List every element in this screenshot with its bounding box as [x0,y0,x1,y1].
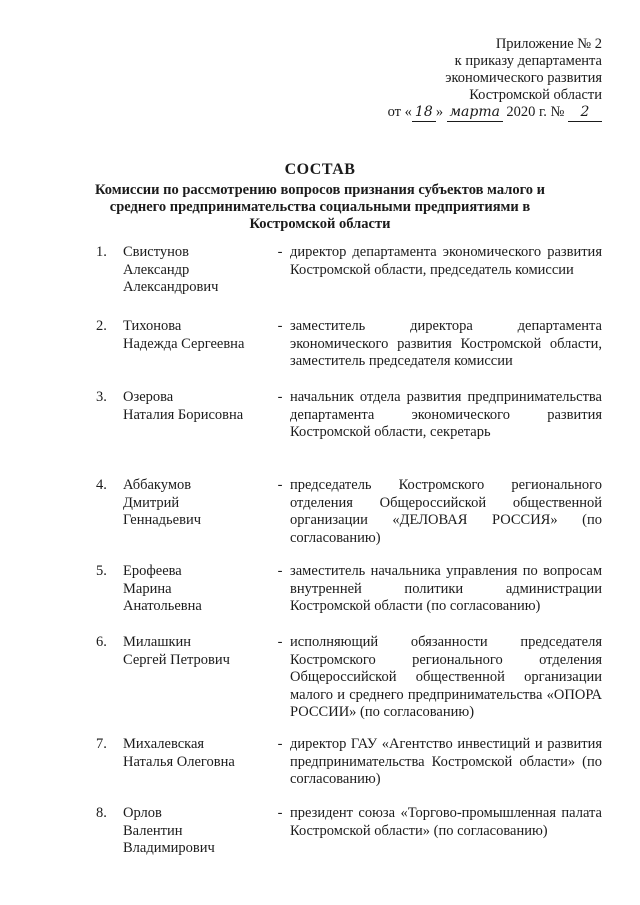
member-name-line: Наталья Олеговна [123,753,235,770]
member-name [123,563,273,616]
member-name [123,244,273,297]
member-description: директор департамента экономического развития Костромской области, председатель комиссии [290,244,602,278]
member-name [123,736,273,771]
member-name-line: Ерофеева [123,563,182,579]
member-dash: - [277,563,283,579]
member-name [123,477,273,530]
member-name-line: Сергей Петрович [123,651,230,668]
member-name-line: Марина [123,580,172,597]
member-name [123,389,273,424]
member-description: директор ГАУ «Агентство инвестиций и развития предпринимательства Костромской области» (по согласованию) [290,736,602,787]
member-number: 6. [96,634,107,650]
member-name-line: Свистунов [123,244,189,260]
member-description: начальник отдела развития предпринимательства департамента экономического развития Костромской области, секретарь [290,389,602,440]
order-day: 18 [412,104,436,122]
member-name-line: Тихонова [123,318,182,334]
subtitle-line: Комиссии по рассмотрению вопросов признания субъектов малого и [94,182,546,198]
member-name-line: Наталия Борисовна [123,406,244,423]
subtitle-line: Костромской области [249,216,391,232]
order-date-line [388,104,602,122]
member-name-line: Надежда Сергеевна [123,335,245,352]
member-dash: - [277,736,283,752]
member-name-line: Милашкин [123,634,192,650]
member-name [123,318,273,353]
order-month: марта [447,104,503,122]
document-subtitle [0,182,640,233]
member-name-line: Аббакумов [123,477,192,493]
member-description: заместитель директора департамента экономического развития Костромской области, заместитель председателя комиссии [290,318,602,369]
appendix-line: Приложение № 2 [495,36,602,52]
member-number: 7. [96,736,107,752]
date-prefix: от « [387,104,412,120]
member-dash: - [277,318,283,334]
member-description: председатель Костромского регионального отделения Общероссийской общественной организации «ДЕЛОВАЯ РОССИЯ» (по согласованию) [290,477,602,546]
date-mid: » [435,104,447,120]
member-dash: - [277,805,283,821]
appendix-line: экономического развития [445,70,602,86]
member-dash: - [277,389,283,405]
member-dash: - [277,244,283,260]
member-number: 4. [96,477,107,493]
order-year: 2020 г. № [502,104,568,120]
member-name-line: Александр [123,261,190,278]
member-description: заместитель начальника управления по вопросам внутренней политики администрации Костромской области (по согласованию) [290,563,602,614]
title-block [0,160,640,233]
appendix-line: Костромской области [469,87,602,103]
member-name-line: Владимирович [123,840,215,856]
order-number: 2 [568,104,602,122]
member-number: 8. [96,805,107,821]
member-description: президент союза «Торгово-промышленная палата Костромской области» (по согласованию) [290,805,602,839]
document-title: СОСТАВ [284,161,356,178]
member-name-line: Орлов [123,805,162,821]
member-name [123,634,273,669]
member-number: 5. [96,563,107,579]
member-number: 3. [96,389,107,405]
member-name-line: Дмитрий [123,494,180,511]
member-name-line: Александрович [123,279,219,295]
appendix-line: к приказу департамента [454,53,602,69]
member-name-line: Анатольевна [123,598,202,614]
member-name-line: Озерова [123,389,174,405]
member-name-line: Михалевская [123,736,205,752]
subtitle-line: среднего предпринимательства социальными предприятиями в [109,199,531,215]
member-number: 1. [96,244,107,260]
member-dash: - [277,634,283,650]
member-name-line: Валентин [123,822,183,839]
member-name-line: Геннадьевич [123,512,201,528]
member-name [123,805,273,858]
appendix-header [388,36,602,122]
member-dash: - [277,477,283,493]
member-description: исполняющий обязанности председателя Костромского регионального отделения Общероссийской общественной организации малого и среднего предпринимательства «ОПОРА РОССИИ» (по согласованию) [290,634,602,720]
member-number: 2. [96,318,107,334]
